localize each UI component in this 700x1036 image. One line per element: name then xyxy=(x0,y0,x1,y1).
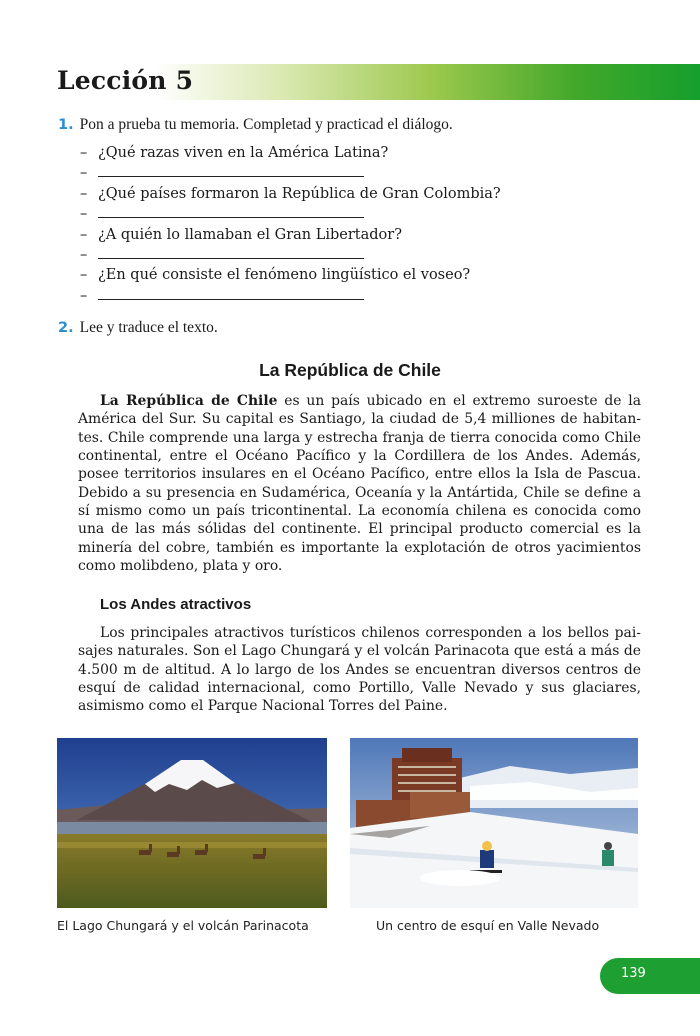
dialog-question: ¿Qué países formaron la República de Gran Colombia? xyxy=(98,185,501,202)
article-paragraph-2 xyxy=(78,624,641,716)
dialog-question: ¿En qué consiste el fenómeno lingüístico el voseo? xyxy=(98,267,471,284)
page-number-tab xyxy=(600,958,700,994)
dialog-question-line xyxy=(80,265,530,285)
dash: – xyxy=(80,206,88,223)
dialog-question-line xyxy=(80,143,530,163)
article-lead: La República de Chile xyxy=(100,393,278,409)
photo-valle-nevado xyxy=(350,738,638,908)
exercise-1-text: Pon a prueba tu memoria. Completad y practicad el diálogo. xyxy=(79,116,453,133)
photo-lago-chungara xyxy=(57,738,327,908)
dash: – xyxy=(80,287,88,304)
dash: – xyxy=(80,165,88,182)
dash: – xyxy=(80,246,88,263)
dash: – xyxy=(80,267,88,284)
photo-caption-left: El Lago Chungará y el volcán Parinacota xyxy=(57,918,309,933)
article-paragraph-2-text: Los principales atractivos turísticos chilenos corresponden a los bellos paisajes naturales. Son el Lago Chungará y el volcán Parinacota que está a más de 4.500 m de altitud. A lo largo de los Andes se encuentran diversos centros de esquí de calidad internacional, como Portillo, Valle Nevado y sus glaciares, asimismo como el Parque Nacional Torres del Paine. xyxy=(78,625,641,715)
dialog-answer-line xyxy=(80,204,530,224)
lesson-title: Lección 5 xyxy=(57,66,194,95)
dialog-exercise xyxy=(80,143,530,306)
answer-blank[interactable] xyxy=(98,246,364,259)
article-paragraph-1-text: es un país ubicado en el extremo suroeste de la América del Sur. Su capital es Santiago, la ciudad de 5,4 milliones de habitantes. Chile comprende una larga y estrecha franja de tierra conocida como Chile continental, entre el Océano Pacífico y la Cordillera de los Andes. Además, posee territorios insulares en el Océano Pacífico, entre ellos la Isla de Pascua. Debido a su presencia en Sudamérica, Oceanía y la Antártida, Chile se define a sí mismo como un país tricontinental. La economía chilena es conocida como una de las más sólidas del continente. El principal producto comercial es la minería del cobre, también es importante la explotación de otros yacimientos como molibdeno, plata y oro. xyxy=(78,393,641,575)
exercise-2-instruction xyxy=(58,319,218,337)
article-subtitle: Los Andes atractivos xyxy=(100,596,252,613)
answer-blank[interactable] xyxy=(98,205,364,218)
article-paragraph-1 xyxy=(78,392,641,575)
article-title: La República de Chile xyxy=(259,360,441,380)
exercise-1-number: 1. xyxy=(58,117,74,133)
dash: – xyxy=(80,185,88,202)
dialog-answer-line xyxy=(80,163,530,183)
ski-resort-illustration xyxy=(350,738,638,908)
page-number: 139 xyxy=(621,966,646,981)
dash: – xyxy=(80,226,88,243)
volcano-lake-illustration xyxy=(57,738,327,908)
dialog-question-line xyxy=(80,225,530,245)
dialog-question-line xyxy=(80,184,530,204)
answer-blank[interactable] xyxy=(98,164,364,177)
photo-caption-right: Un centro de esquí en Valle Nevado xyxy=(376,918,600,933)
dash: – xyxy=(80,145,88,161)
answer-blank[interactable] xyxy=(98,287,364,300)
dialog-answer-line xyxy=(80,245,530,265)
exercise-2-number: 2. xyxy=(58,320,74,336)
dialog-question: ¿Qué razas viven en la América Latina? xyxy=(98,145,389,161)
exercise-2-text: Lee y traduce el texto. xyxy=(79,319,218,336)
dialog-question: ¿A quién lo llamaban el Gran Libertador? xyxy=(98,226,402,243)
exercise-1-instruction xyxy=(58,116,453,134)
dialog-answer-line xyxy=(80,286,530,306)
